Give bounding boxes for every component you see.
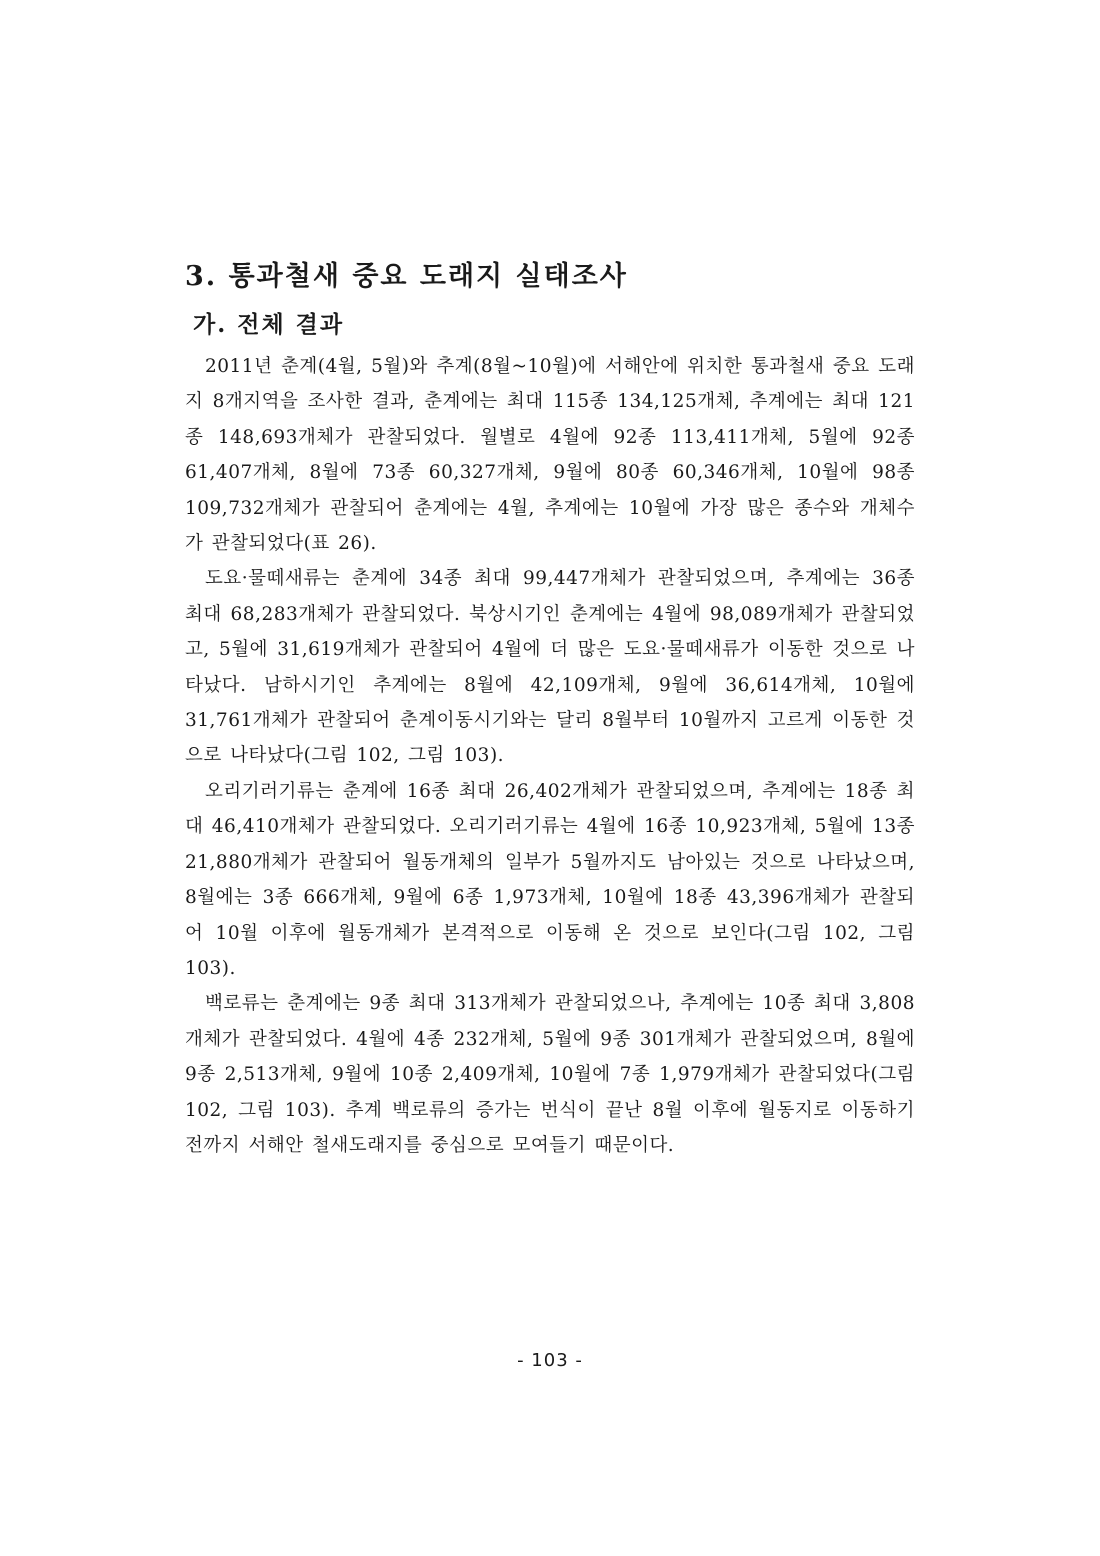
- paragraph-herons: 백로류는 춘계에는 9종 최대 313개체가 관찰되었으나, 추계에는 10종 최대 3,808개체가 관찰되었다. 4월에 4종 232개체, 5월에 9종 301개체가 관찰되었으며, 8월에 9종 2,513개체, 9월에 10종 2,409개체, 10월에 7종 1,979개체가 관찰되었다(그림 102, 그림 103). 추계 백로류의 증가는 번식이 끝난 8월 이후에 월동지로 이동하기 전까지 서해안 철새도래지를 중심으로 모여들기 때문이다.: [185, 993, 915, 1156]
- paragraph-shorebirds: 도요·물떼새류는 춘계에 34종 최대 99,447개체가 관찰되었으며, 추계에는 36종 최대 68,283개체가 관찰되었다. 북상시기인 춘계에는 4월에 98,089개체가 관찰되었고, 5월에 31,619개체가 관찰되어 4월에 더 많은 도요·물떼새류가 이동한 것으로 나타났다. 남하시기인 추계에는 8월에 42,109개체, 9월에 36,614개체, 10월에 31,761개체가 관찰되어 춘계이동시기와는 달리 8월부터 10월까지 고르게 이동한 것으로 나타났다(그림 102, 그림 103).: [185, 568, 915, 767]
- subsection-title: 가. 전체 결과: [193, 311, 345, 338]
- section-title: 3. 통과철새 중요 도래지 실태조사: [185, 261, 628, 292]
- page-number: - 103 -: [517, 1350, 583, 1371]
- body-text: [185, 349, 915, 1163]
- paragraph-overall-results: 2011년 춘계(4월, 5월)와 추계(8월~10월)에 서해안에 위치한 통과철새 중요 도래지 8개지역을 조사한 결과, 춘계에는 최대 115종 134,125개체, 추계에는 최대 121종 148,693개체가 관찰되었다. 월별로 4월에 92종 113,411개체, 5월에 92종 61,407개체, 8월에 73종 60,327개체, 9월에 80종 60,346개체, 10월에 98종 109,732개체가 관찰되어 춘계에는 4월, 추계에는 10월에 가장 많은 종수와 개체수가 관찰되었다(표 26).: [185, 356, 915, 555]
- paragraph-waterfowl: 오리기러기류는 춘계에 16종 최대 26,402개체가 관찰되었으며, 추계에는 18종 최대 46,410개체가 관찰되었다. 오리기러기류는 4월에 16종 10,923개체, 5월에 13종 21,880개체가 관찰되어 월동개체의 일부가 5월까지도 남아있는 것으로 나타났으며, 8월에는 3종 666개체, 9월에 6종 1,973개체, 10월에 18종 43,396개체가 관찰되어 10월 이후에 월동개체가 본격적으로 이동해 온 것으로 보인다(그림 102, 그림 103).: [185, 780, 915, 979]
